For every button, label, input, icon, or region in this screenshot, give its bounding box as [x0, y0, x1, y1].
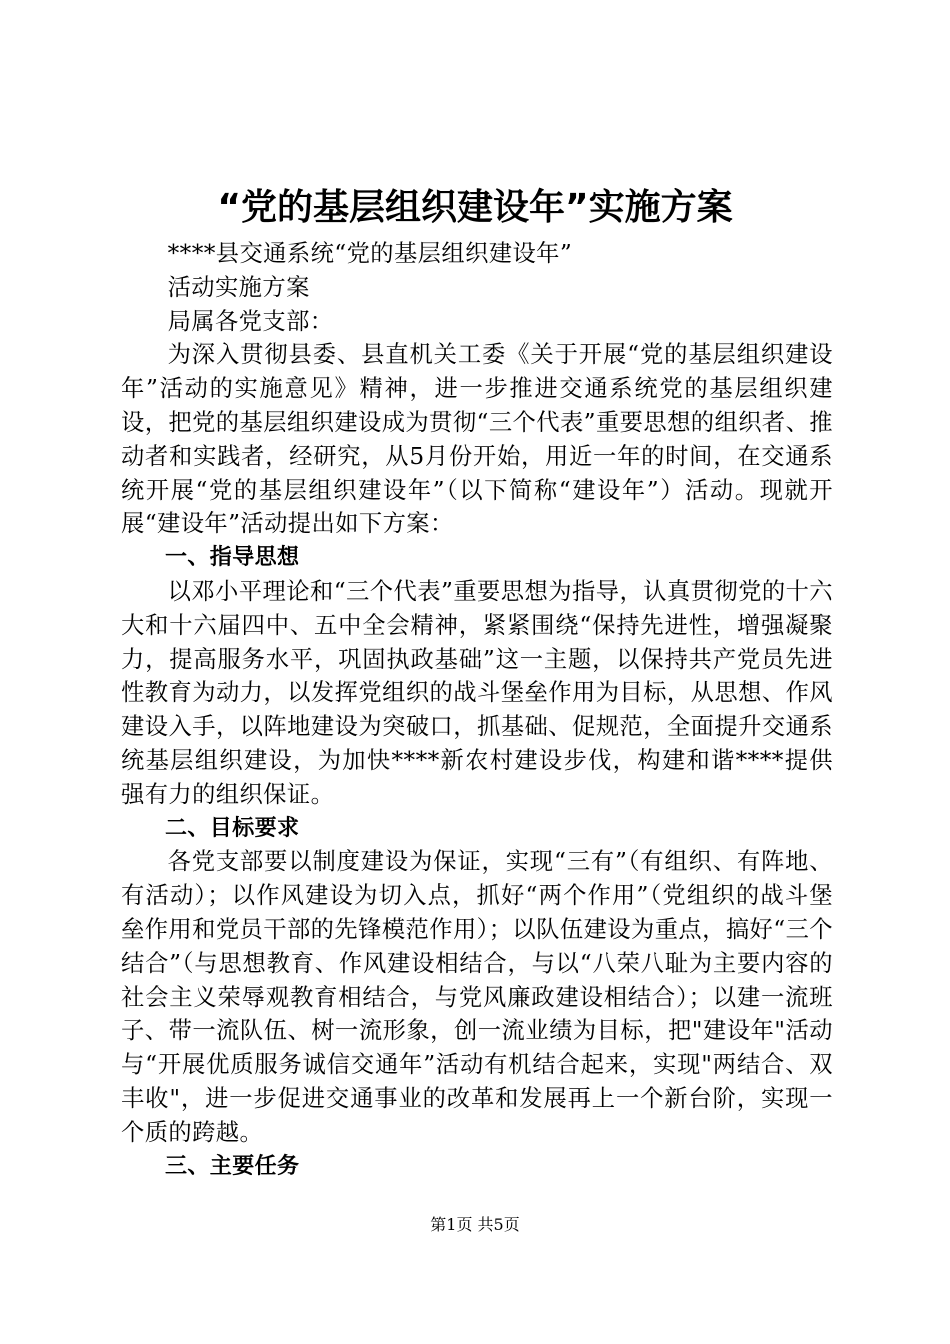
subtitle-line-2: 活动实施方案: [167, 273, 310, 301]
section-text-goals: 各党支部要以制度建设为保证，实现“三有”（有组织、有阵地、有活动）；以作风建设为切入点，抓好“两个作用”（党组织的战斗堡垒作用和党员干部的先锋模范作用）；以队伍建设为重点，搞好“三个结合”（与思想教育、作风建设相结合，与以“八荣八耻为主要内容的社会主义荣辱观教育相结合，与党风廉政建设相结合）；以建一流班子、带一流队伍、树一流形象，创一流业绩为目标，把"建设年"活动与“开展优质服务诚信交通年”活动有机结合起来，实现"两结合、双丰收"，进一步促进交通事业的改革和发展再上一个新台阶，实现一个质的跨越。: [121, 848, 833, 1146]
section-heading-goals: 二、目标要求: [165, 815, 300, 841]
section-heading-guiding-thought: 一、指导思想: [165, 545, 300, 571]
section-heading-main-tasks: 三、主要任务: [165, 1153, 300, 1179]
subtitle-line-1: ****县交通系统“党的基层组织建设年”: [167, 240, 573, 267]
section-text-guiding-thought: 以邓小平理论和“三个代表”重要思想为指导，认真贯彻党的十六大和十六届四中、五中全会精神，紧紧围绕“保持先进性，增强凝聚力，提高服务水平，巩固执政基础”这一主题，以保持共产党员先进性教育为动力，以发挥党组织的战斗堡垒作用为目标，从思想、作风建设入手，以阵地建设为突破口，抓基础、促规范，全面提升交通系统基层组织建设，为加快****新农村建设步伐，构建和谐****提供强有力的组织保证。: [121, 577, 833, 808]
intro-paragraph: 为深入贯彻县委、县直机关工委《关于开展“党的基层组织建设年”活动的实施意见》精神，进一步推进交通系统党的基层组织建设，把党的基层组织建设成为贯彻“三个代表”重要思想的组织者、推动者和实践者，经研究，从5月份开始，用近一年的时间，在交通系统开展“党的基层组织建设年”（以下简称“建设年”）活动。现就开展“建设年”活动提出如下方案：: [121, 341, 833, 538]
salutation: 局属各党支部：: [167, 307, 334, 335]
document-body: [121, 237, 833, 1183]
document-title: “党的基层组织建设年”实施方案: [217, 187, 733, 228]
page-number-footer: 第1页 共5页: [430, 1215, 520, 1234]
